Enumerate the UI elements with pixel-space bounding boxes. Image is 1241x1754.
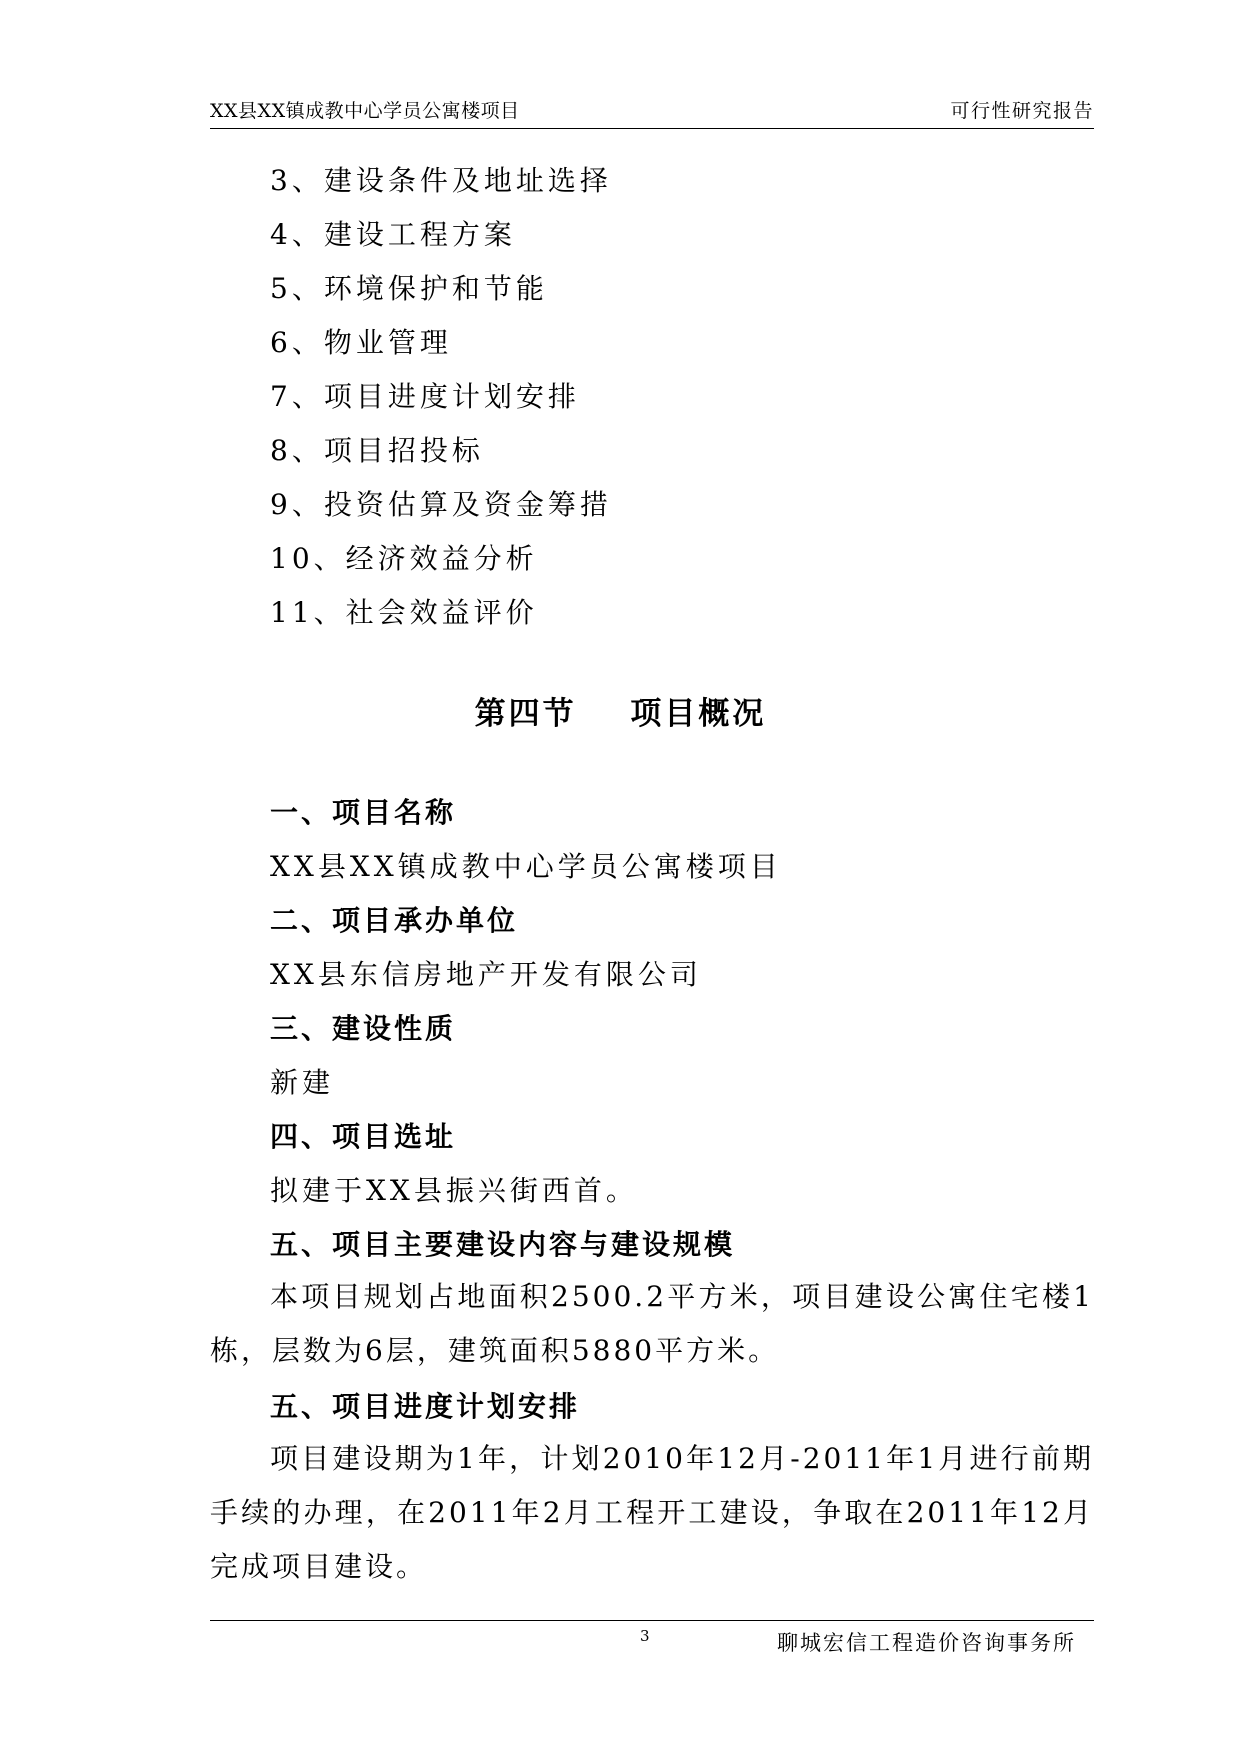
list-item: 7、项目进度计划安排 (270, 380, 580, 413)
list-item: 11、社会效益评价 (270, 596, 538, 629)
subsection-body: 项目建设期为1年，计划2010年12月-2011年1月进行前期手续的办理，在2011年2月工程开工建设，争取在2011年12月完成项目建设。 (210, 1442, 1094, 1583)
subsection-heading: 一、项目名称 (270, 796, 457, 829)
section-title (0, 694, 1241, 734)
subsection-heading: 五、项目主要建设内容与建设规模 (270, 1228, 736, 1261)
section-name: 项目概况 (630, 696, 767, 732)
list-item: 5、环境保护和节能 (270, 272, 548, 305)
list-item: 6、物业管理 (270, 326, 452, 359)
subsection-heading: 二、项目承办单位 (270, 904, 519, 937)
subsection-body: 本项目规划占地面积2500.2平方米，项目建设公寓住宅楼1栋，层数为6层，建筑面积5880平方米。 (210, 1280, 1094, 1367)
header-project-title: XX县XX镇成教中心学员公寓楼项目 (210, 100, 520, 122)
page-header (210, 98, 1094, 129)
list-item: 4、建设工程方案 (270, 218, 516, 251)
subsection-heading: 四、项目选址 (270, 1120, 457, 1153)
subsection-heading: 三、建设性质 (270, 1012, 457, 1045)
list-item: 8、项目招投标 (270, 434, 484, 467)
list-item: 10、经济效益分析 (270, 542, 538, 575)
subsection-heading: 五、项目进度计划安排 (270, 1390, 581, 1423)
subsection-body: XX县XX镇成教中心学员公寓楼项目 (270, 850, 782, 883)
footer-organization: 聊城宏信工程造价咨询事务所 (777, 1631, 1076, 1655)
list-item: 3、建设条件及地址选择 (270, 164, 612, 197)
subsection-body: 拟建于XX县振兴街西首。 (270, 1174, 638, 1207)
subsection-body: 新建 (270, 1066, 335, 1099)
subsection-body: XX县东信房地产开发有限公司 (270, 958, 702, 991)
page-number: 3 (640, 1627, 650, 1645)
list-item: 9、投资估算及资金筹措 (270, 488, 612, 521)
header-report-type: 可行性研究报告 (950, 100, 1094, 122)
section-number: 第四节 (474, 696, 577, 732)
page-footer (210, 1620, 1094, 1655)
